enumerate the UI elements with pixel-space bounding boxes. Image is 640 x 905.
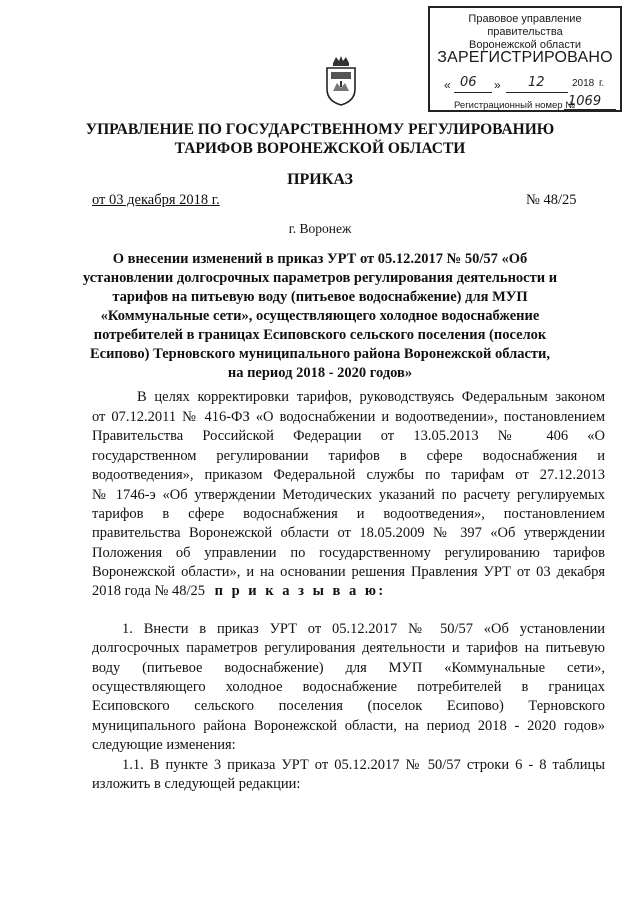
stamp-organization [430,13,620,52]
order-word: п р и к а з ы в а ю: [214,583,386,599]
stamp-year: 2018 [572,78,595,89]
preamble-line: № 1746-э «Об утверждении Методических указаний по расчету регулируемых [92,487,605,503]
document-date: от 03 декабря 2018 г. [92,192,220,208]
stamp-reg-number-label: Регистрационный номер № [454,100,576,111]
voronezh-coat-of-arms-icon [323,55,359,107]
stamp-day: 06 [460,75,477,90]
preamble-line: Воронежской области», и на основании решения Правления УРТ от 03 декабря [92,564,605,580]
item-1-line: осуществляющего холодное водоснабжение потребителей в границах [92,679,605,695]
stamp-year-suffix: г. [599,78,605,89]
item-1-line: Есиповского сельского поселения (поселок Есипово) Терновского [92,698,605,714]
preamble-line: правительства Воронежской области от 18.05.2009 № 397 «Об утверждении [92,525,605,541]
item-1-line: долгосрочных параметров регулирования деятельности и тарифов на питьевую [92,640,605,656]
item-1-1-line: 1.1. В пункте 3 приказа УРТ от 05.12.2017 № 50/57 строки 6 - 8 таблицы [122,757,605,773]
stamp-close-quote: » [494,78,501,92]
org-title-line: УПРАВЛЕНИЕ ПО ГОСУДАРСТВЕННОМУ РЕГУЛИРОВАНИЮ [85,121,555,138]
preamble-line: В целях корректировки тарифов, руководствуясь Федеральным законом [137,389,605,405]
stamp-month: 12 [528,75,545,90]
preamble-line: водоотведения», приказом Федеральной службы по тарифам от 27.12.2013 [92,467,605,483]
preamble-line: от 07.12.2011 № 416-ФЗ «О водоснабжении и водоотведении», постановлением [92,409,605,425]
preamble-line: Правительства Российской Федерации от 13.05.2013 № 406 «О [92,428,605,444]
preamble-line: государственном регулировании тарифов в сфере водоснабжения и [92,448,605,464]
subject-line: О внесении изменений в приказ УРТ от 05.12.2017 № 50/57 «Об [112,251,528,267]
preamble-last-text: 2018 года № 48/25 [92,583,205,599]
subject-line: установлении долгосрочных параметров регулирования деятельности и [82,270,558,286]
document-number: № 48/25 [526,192,577,208]
stamp-reg-number: 1069 [568,94,602,109]
stamp-open-quote: « [444,78,451,92]
document-type: ПРИКАЗ [287,171,353,188]
item-1-line: муниципального района Воронежской области, на период 2018 - 2020 годов» [92,718,605,734]
item-1-1-line: изложить в следующей редакции: [92,776,301,792]
subject-line: «Коммунальные сети», осуществляющего холодное водоснабжение [100,308,540,324]
item-1-line: воду (питьевое водоснабжение) для МУП «Коммунальные сети», [92,660,605,676]
city: г. Воронеж [288,221,352,236]
subject-line: на период 2018 - 2020 годов» [227,365,413,381]
stamp-registered-label: ЗАРЕГИСТРИРОВАНО [437,49,613,66]
item-1-line: 1. Внести в приказ УРТ от 05.12.2017 № 50/57 «Об установлении [122,621,605,637]
preamble-line [92,583,386,600]
subject-line: Есипово) Терновского муниципального района Воронежской области, [89,346,551,362]
preamble-line: Положения об управлении по государственному регулированию тарифов [92,545,605,561]
stamp-date [444,75,614,94]
registration-stamp [428,6,622,112]
subject-line: тарифов на питьевую воду (питьевое водоснабжение) для МУП [112,289,528,305]
stamp-org-line: Правовое управление правительства [468,13,582,38]
item-1-line: следующие изменения: [92,737,236,753]
subject-line: потребителей в границах Есиповского сельского поселения (поселок [93,327,547,343]
preamble-line: тарифов в сфере водоснабжения и водоотведения», постановлением [92,506,605,522]
stamp-org-line: Воронежской области [468,39,581,51]
org-title-line: ТАРИФОВ ВОРОНЕЖСКОЙ ОБЛАСТИ [174,140,466,157]
